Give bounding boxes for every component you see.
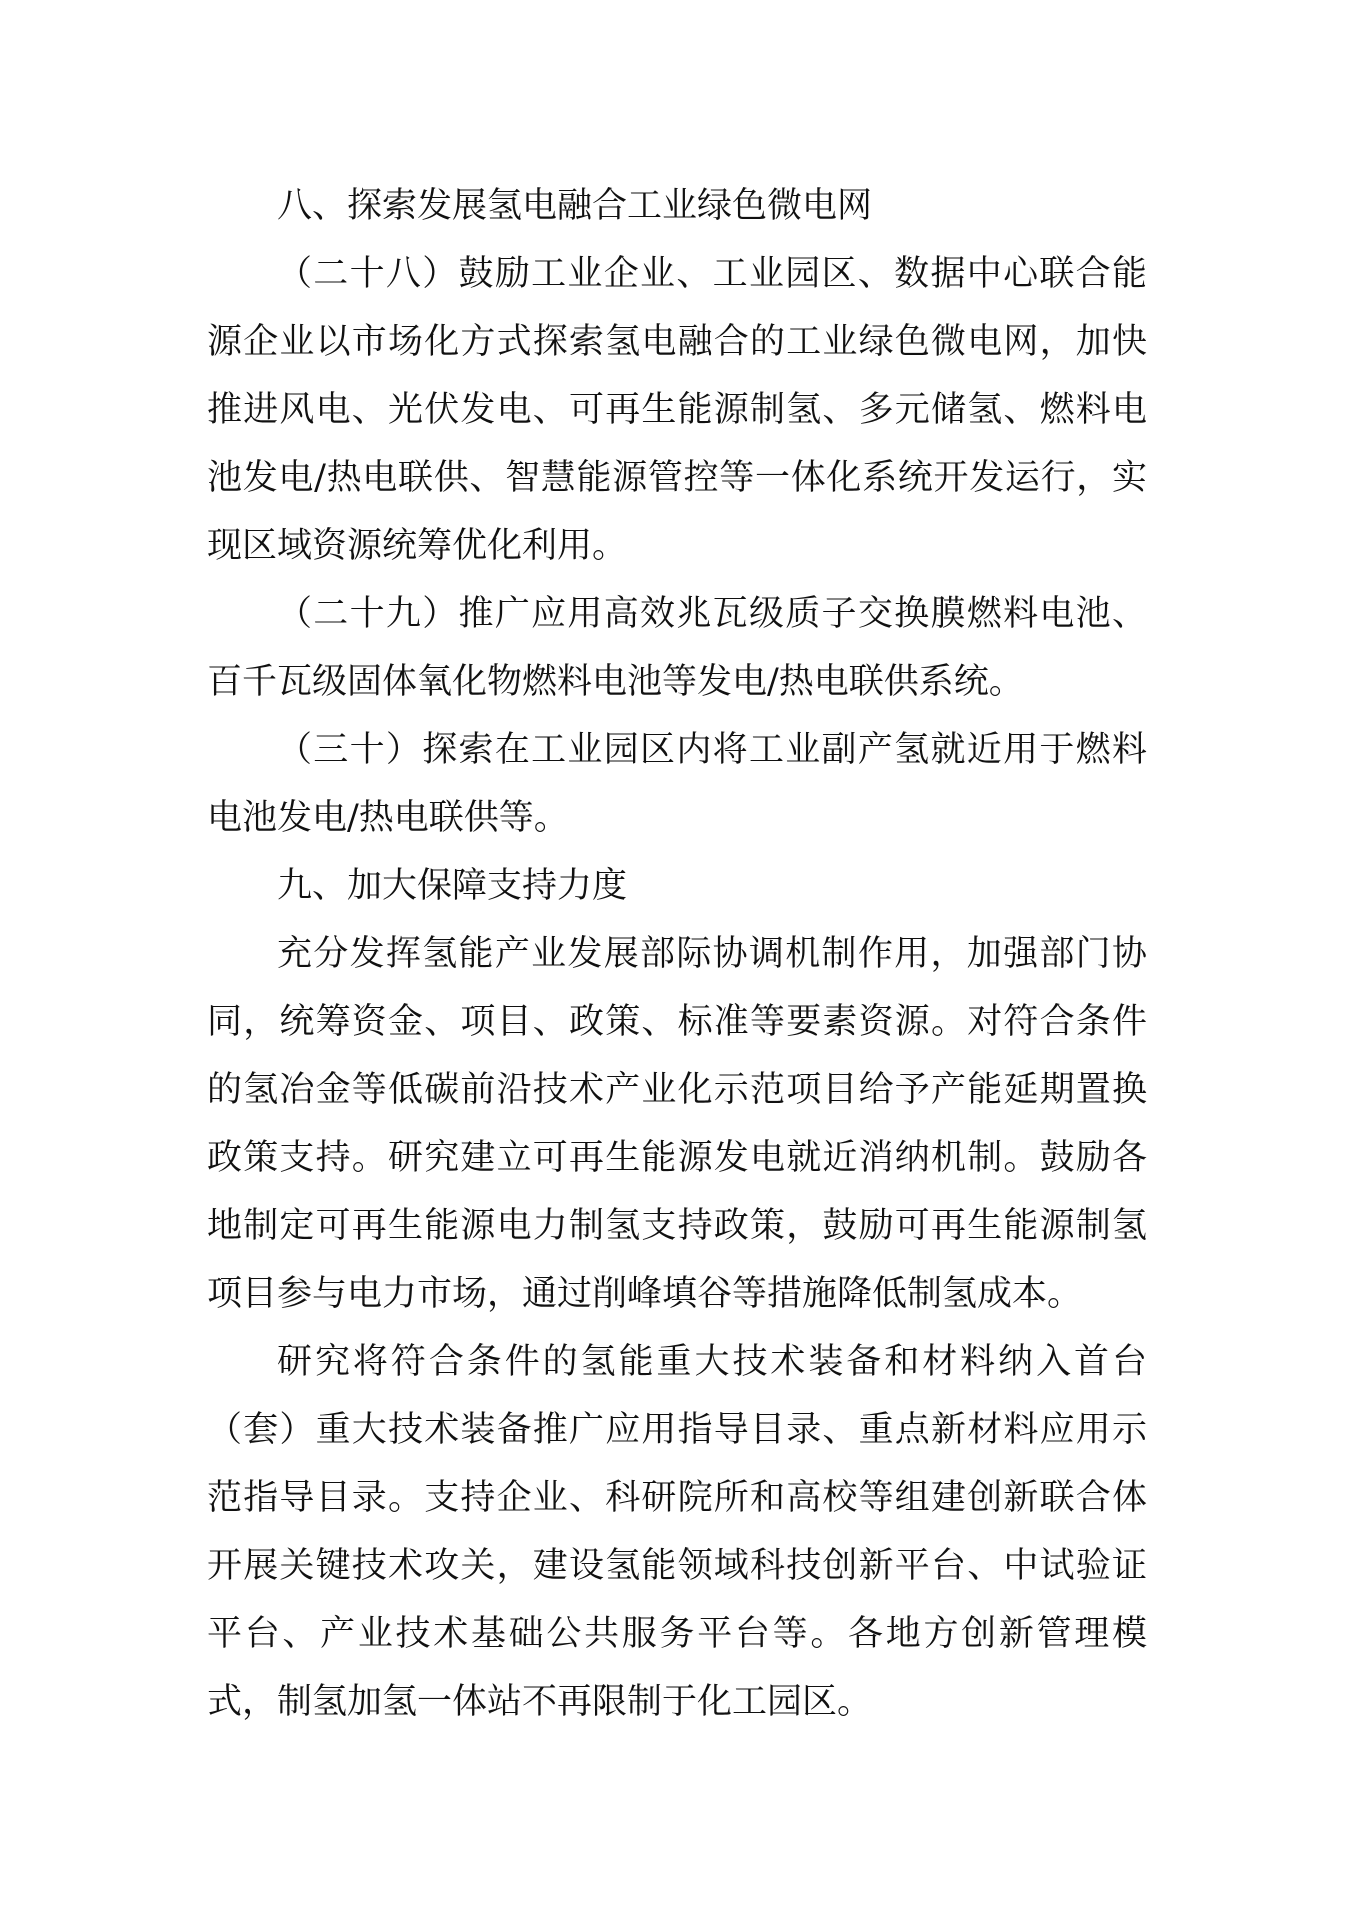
support-paragraph-1: 充分发挥氢能产业发展部际协调机制作用，加强部门协同，统筹资金、项目、政策、标准等要素资源。对符合条件的氢冶金等低碳前沿技术产业化示范项目给予产能延期置换政策支持。研究建立可再生能源发电就近消纳机制。鼓励各地制定可再生能源电力制氢支持政策，鼓励可再生能源制氢项目参与电力市场，通过削峰填谷等措施降低制氢成本。 xyxy=(207,934,1147,1314)
paragraph-30: （三十）探索在工业园区内将工业副产氢就近用于燃料电池发电/热电联供等。 xyxy=(207,730,1147,838)
paragraph-29: （二十九）推广应用高效兆瓦级质子交换膜燃料电池、百千瓦级固体氧化物燃料电池等发电/热电联供系统。 xyxy=(207,594,1147,702)
paragraph-28: （二十八）鼓励工业企业、工业园区、数据中心联合能源企业以市场化方式探索氢电融合的工业绿色微电网，加快推进风电、光伏发电、可再生能源制氢、多元储氢、燃料电池发电/热电联供、智慧能源管控等一体化系统开发运行，实现区域资源统筹优化利用。 xyxy=(207,254,1147,566)
support-paragraph-2: 研究将符合条件的氢能重大技术装备和材料纳入首台（套）重大技术装备推广应用指导目录、重点新材料应用示范指导目录。支持企业、科研院所和高校等组建创新联合体开展关键技术攻关，建设氢能领域科技创新平台、中试验证平台、产业技术基础公共服务平台等。各地方创新管理模式，制氢加氢一体站不再限制于化工园区。 xyxy=(207,1342,1147,1722)
section-9-heading: 九、加大保障支持力度 xyxy=(277,866,628,906)
section-8-heading: 八、探索发展氢电融合工业绿色微电网 xyxy=(277,186,873,226)
document-body xyxy=(207,172,1147,1736)
